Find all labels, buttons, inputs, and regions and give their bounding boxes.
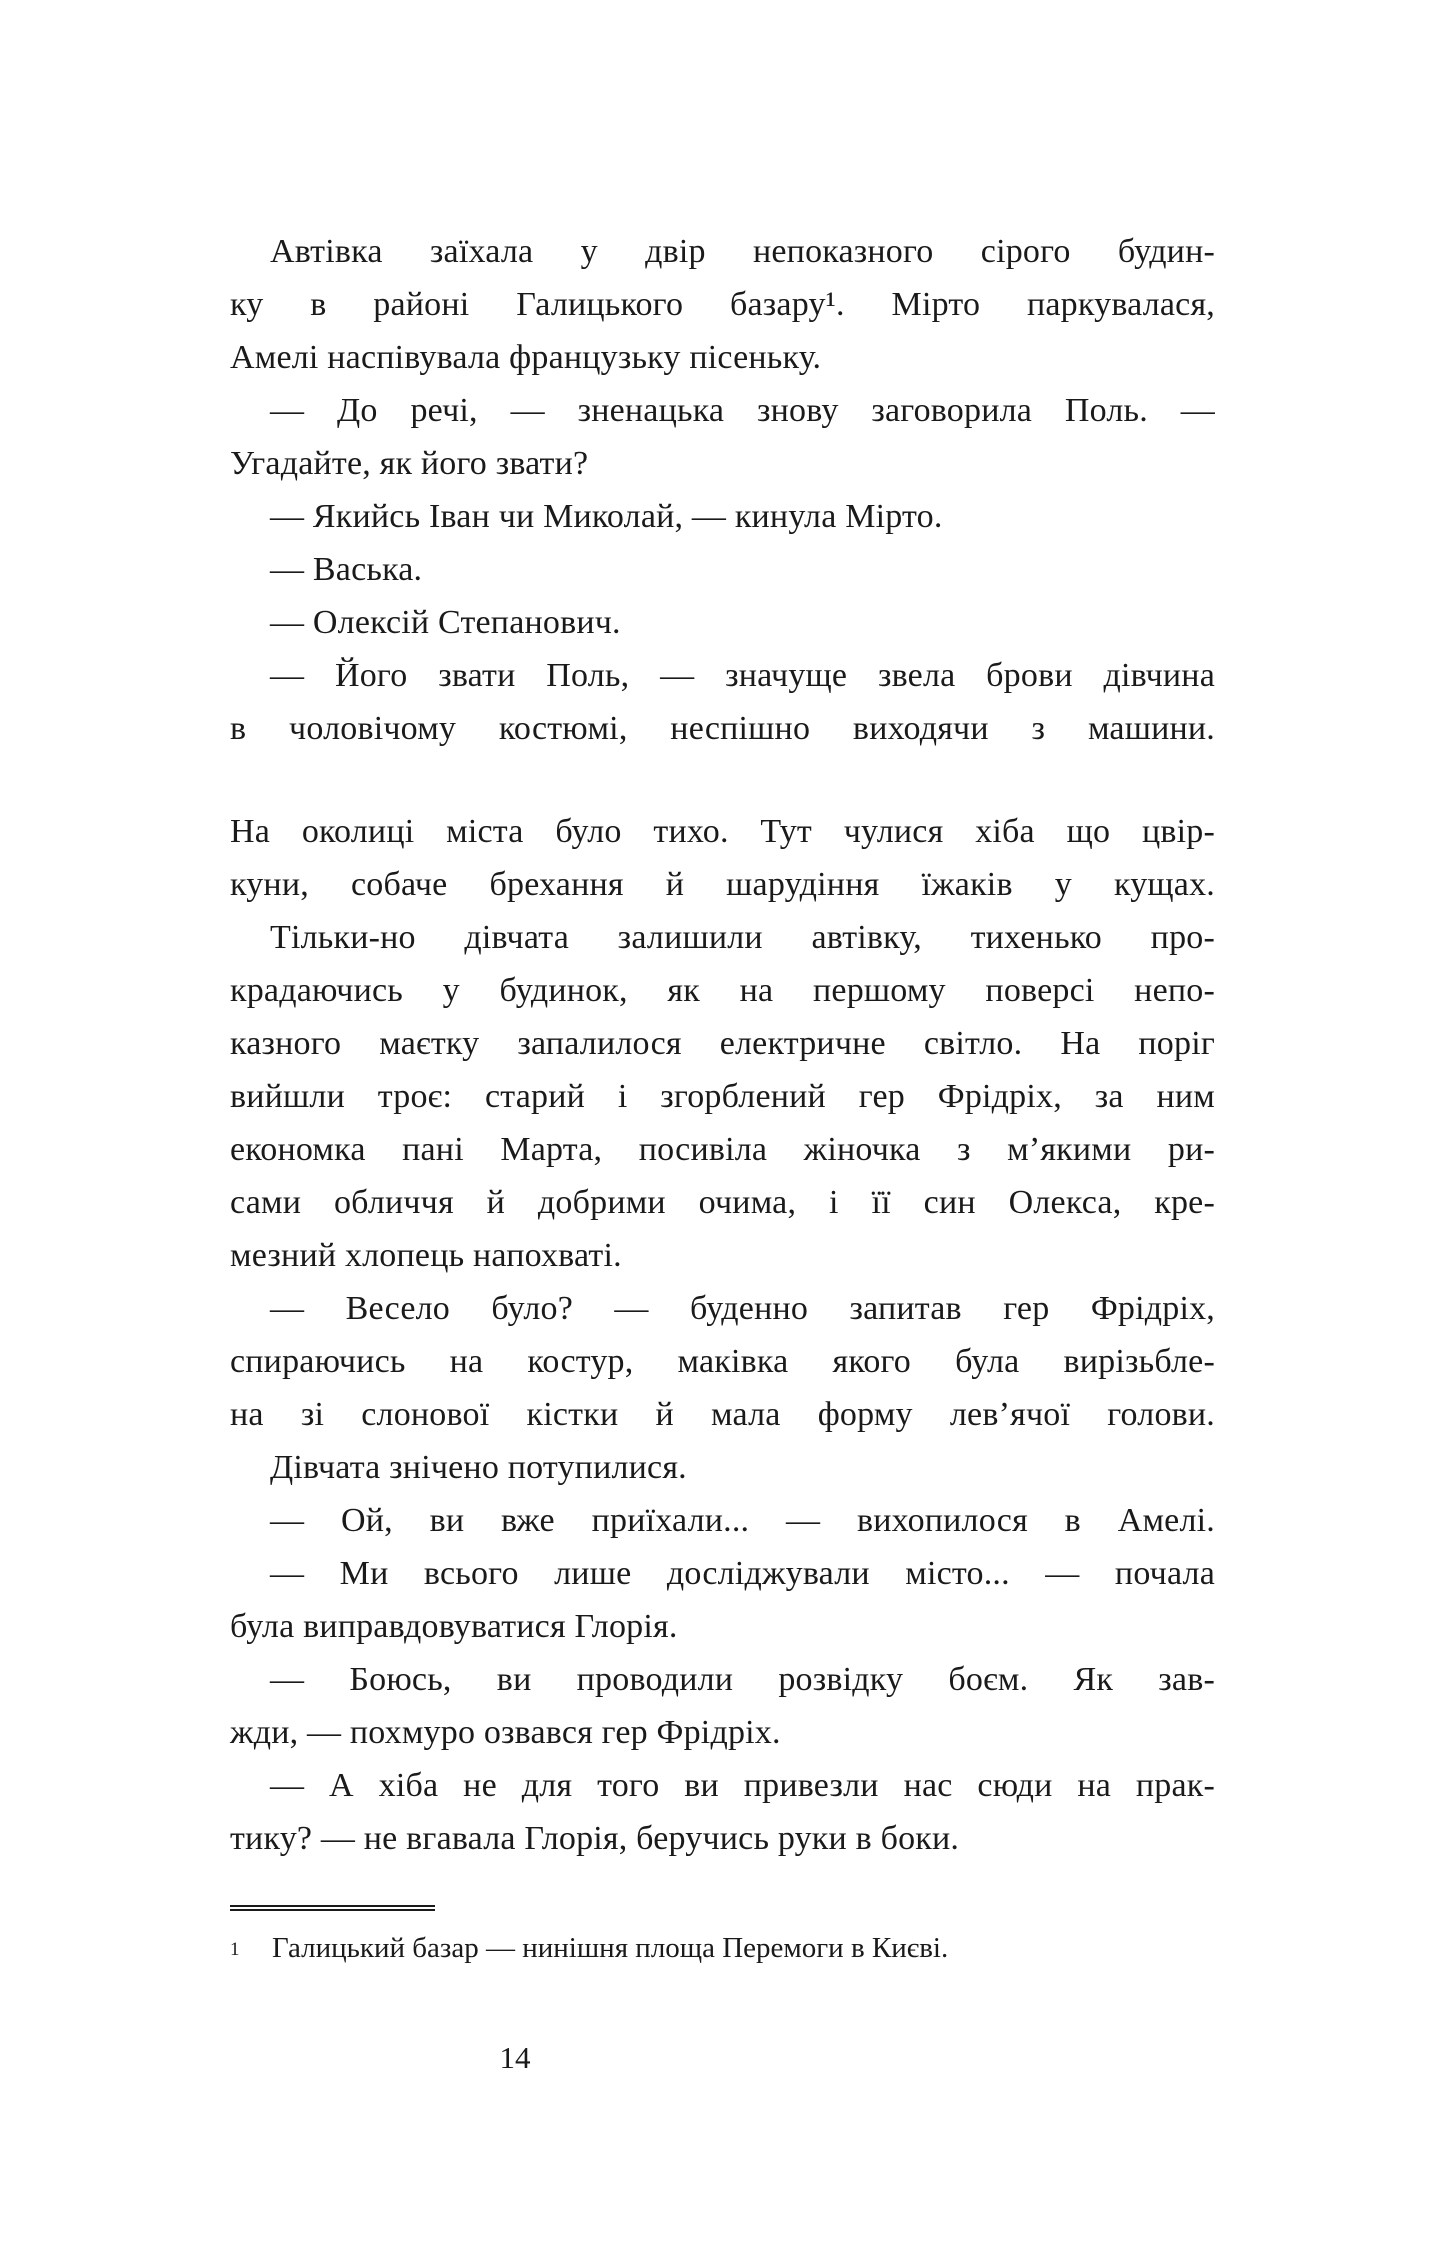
text-line: — До речі, — зненацька знову заговорила Поль. — <box>270 392 1215 429</box>
footnote-line <box>230 1927 1215 1969</box>
text-line: економка пані Марта, посивіла жіночка з м’якими ри- <box>230 1131 1215 1168</box>
text-line: — Його звати Поль, — значуще звела брови дівчина <box>270 657 1215 694</box>
text-line: — Олексій Степанович. <box>270 604 621 641</box>
text-line: жди, — похмуро озвався гер Фрідріх. <box>230 1714 781 1751</box>
footnote <box>230 1905 1215 1969</box>
text-line: тику? — не вгавала Глорія, беручись руки в боки. <box>230 1820 960 1857</box>
text-line: — Васька. <box>270 551 423 588</box>
text-line: — А хіба не для того ви привезли нас сюди на прак- <box>270 1767 1215 1804</box>
footnote-marker: 1 <box>230 1939 240 1960</box>
text-line: — Якийсь Іван чи Миколай, — кинула Мірто. <box>270 498 943 535</box>
text-line: — Ми всього лише досліджували місто... — почала <box>270 1555 1215 1592</box>
text-line: Амелі наспівувала французьку пісеньку. <box>230 339 822 376</box>
text-line: Автівка заїхала у двір непоказного сірого будин- <box>270 233 1215 270</box>
text-line: Дівчата знічено потупилися. <box>270 1449 687 1486</box>
text-line: в чоловічому костюмі, неспішно виходячи з машини. <box>230 710 1215 747</box>
text-line: Угадайте, як його звати? <box>230 445 589 482</box>
body-text <box>230 225 1215 1865</box>
text-line: На околиці міста було тихо. Тут чулися хіба що цвір- <box>230 813 1215 850</box>
text-line: була виправдовуватися Глорія. <box>230 1608 678 1645</box>
footnote-text: Галицький базар — нинішня площа Перемоги в Києві. <box>272 1932 949 1964</box>
text-line: крадаючись у будинок, як на першому поверсі непо- <box>230 972 1215 1009</box>
text-line: спираючись на костур, маківка якого була вирізьбле- <box>230 1343 1215 1380</box>
text-line: куни, собаче брехання й шарудіння їжаків у кущах. <box>230 866 1215 903</box>
text-line: мезний хлопець напохваті. <box>230 1237 622 1274</box>
text-line: — Боюсь, ви проводили розвідку боєм. Як зав- <box>270 1661 1215 1698</box>
page-number: 14 <box>499 2040 531 2075</box>
text-line: вийшли троє: старий і згорблений гер Фрідріх, за ним <box>230 1078 1215 1115</box>
text-line: сами обличчя й добрими очима, і її син Олекса, кре- <box>230 1184 1215 1221</box>
text-line: — Ой, ви вже приїхали... — вихопилося в Амелі. <box>270 1502 1215 1539</box>
text-line: ку в районі Галицького базару¹. Мірто паркувалася, <box>230 286 1215 323</box>
footnote-separator-rule <box>230 1905 435 1911</box>
text-line: — Весело було? — буденно запитав гер Фрідріх, <box>270 1290 1215 1327</box>
text-line: Тільки-но дівчата залишили автівку, тихенько про- <box>270 919 1215 956</box>
text-line: на зі слонової кістки й мала форму лев’ячої голови. <box>230 1396 1215 1433</box>
text-line: казного маєтку запалилося електричне світло. На поріг <box>230 1025 1215 1062</box>
